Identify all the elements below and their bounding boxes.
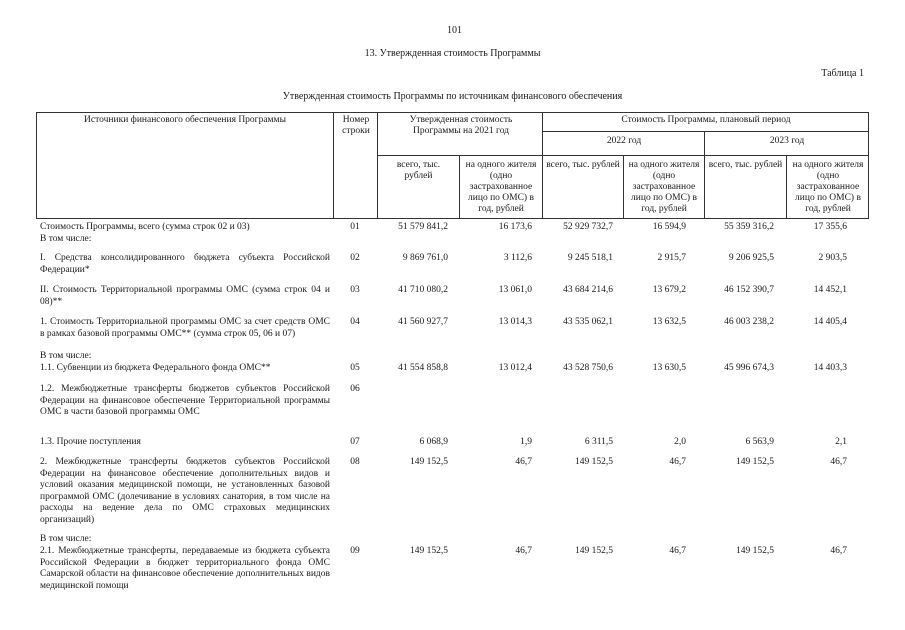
header-per-resident-2021: на одного жителя (одно застрахованное лицо по ОМС) в год, рублей: [465, 160, 537, 214]
row-number: 09: [350, 546, 360, 556]
row-total-2022: 149 152,5: [575, 546, 613, 556]
row-per-resident-2023: 14 403,3: [813, 363, 847, 373]
header-year-2023: 2023 год: [769, 136, 805, 146]
col-divider-2021: [459, 155, 460, 219]
page-number: 101: [447, 25, 462, 36]
col-divider-2023: [704, 131, 705, 219]
row-number: 06: [350, 384, 360, 394]
header-total-2021: всего, тыс. рублей: [396, 160, 441, 181]
row-description: В том числе:: [40, 234, 92, 244]
row-per-resident-2021: 46,7: [515, 546, 532, 556]
row-total-2022: 43 535 062,1: [563, 317, 613, 327]
row-total-2021: 41 560 927,7: [398, 317, 448, 327]
row-per-resident-2023: 14 452,1: [813, 285, 847, 295]
col-divider-source: [333, 112, 334, 219]
row-total-2022: 43 528 750,6: [563, 363, 613, 373]
col-divider-2023-inner: [786, 155, 787, 219]
row-description: 1. Стоимость Территориальной программы ОМС за счет средств ОМС в рамках базовой программы ОМС** (сумма строк 05, 06 и 07): [40, 317, 330, 339]
row-total-2023: 149 152,5: [736, 457, 774, 467]
row-total-2021: 149 152,5: [410, 546, 448, 556]
col-divider-number: [377, 112, 378, 219]
row-per-resident-2023: 2 903,5: [818, 253, 847, 263]
row-description: II. Стоимость Территориальной программы ОМС (сумма строк 04 и 08)**: [40, 285, 330, 307]
row-total-2022: 43 684 214,6: [563, 285, 613, 295]
row-total-2023: 6 563,9: [745, 437, 774, 447]
row-per-resident-2021: 13 061,0: [498, 285, 532, 295]
header-total-2023: всего, тыс. рублей: [708, 160, 783, 170]
header-row-number: Номер строки: [342, 115, 370, 136]
row-per-resident-2023: 2,1: [835, 437, 847, 447]
row-per-resident-2023: 46,7: [830, 546, 847, 556]
row-description: 2. Межбюджетные трансферты бюджетов субъектов Российской Федерации на финансовое обеспечение дополнительных видов и условий оказания медицинской помощи, не установленных базовой программой ОМС (долечивание в условиях санатория, в том числе на расходы на ведение дела по ОМС страховых медицинских организаций): [40, 457, 330, 525]
row-total-2023: 9 206 925,5: [728, 253, 774, 263]
row-per-resident-2021: 13 014,3: [498, 317, 532, 327]
row-per-resident-2022: 46,7: [669, 457, 686, 467]
row-total-2021: 6 068,9: [419, 437, 448, 447]
row-total-2021: 41 710 080,2: [398, 285, 448, 295]
row-description: 1.1. Субвенции из бюджета Федерального фонда ОМС**: [40, 363, 271, 373]
row-number: 02: [350, 253, 360, 263]
row-number: 05: [350, 363, 360, 373]
row-total-2021: 9 869 761,0: [402, 253, 448, 263]
row-total-2021: 41 554 858,8: [398, 363, 448, 373]
row-per-resident-2022: 13 679,2: [652, 285, 686, 295]
row-per-resident-2022: 13 630,5: [652, 363, 686, 373]
row-per-resident-2021: 16 173,6: [498, 222, 532, 232]
row-number: 03: [350, 285, 360, 295]
row-per-resident-2022: 46,7: [669, 546, 686, 556]
row-per-resident-2022: 2,0: [674, 437, 686, 447]
row-total-2023: 55 359 316,2: [724, 222, 774, 232]
row-total-2022: 149 152,5: [575, 457, 613, 467]
table-caption: Утвержденная стоимость Программы по источникам финансового обеспечения: [282, 91, 623, 102]
row-total-2023: 46 003 238,2: [724, 317, 774, 327]
planned-period-divider: [542, 131, 869, 132]
row-description: 2.1. Межбюджетные трансферты, передаваемые из бюджета субъекта Российской Федерации в бюджет территориального фонда ОМС Самарской области на финансовое обеспечение дополнительных видов медицинской помощи: [40, 546, 330, 591]
header-top-border: [36, 112, 869, 113]
row-total-2022: 6 311,5: [584, 437, 613, 447]
header-bottom-border: [36, 218, 869, 219]
col-divider-2022: [623, 155, 624, 219]
header-approved-2021: Утвержденная стоимость Программы на 2021 год: [409, 115, 513, 136]
row-total-2023: 46 152 390,7: [724, 285, 774, 295]
row-per-resident-2022: 2 915,7: [657, 253, 686, 263]
header-planned-period: Стоимость Программы, плановый период: [621, 115, 791, 125]
header-year-2022: 2022 год: [606, 136, 642, 146]
header-per-resident-2023: на одного жителя (одно застрахованное лицо по ОМС) в год, рублей: [792, 160, 864, 214]
header-left-border: [36, 112, 37, 219]
header-sources: Источники финансового обеспечения Программы: [84, 115, 286, 125]
row-total-2021: 51 579 841,2: [398, 222, 448, 232]
row-description: В том числе:: [40, 534, 92, 544]
header-total-2022: всего, тыс. рублей: [546, 160, 620, 170]
row-description: Стоимость Программы, всего (сумма строк 02 и 03): [40, 222, 250, 232]
row-description: I. Средства консолидированного бюджета субъекта Российской Федерации*: [40, 253, 330, 275]
row-per-resident-2021: 46,7: [515, 457, 532, 467]
row-per-resident-2021: 1,9: [520, 437, 532, 447]
row-total-2023: 149 152,5: [736, 546, 774, 556]
table-header: [36, 112, 869, 219]
row-description: В том числе:: [40, 351, 92, 361]
row-per-resident-2022: 13 632,5: [652, 317, 686, 327]
row-description: 1.3. Прочие поступления: [40, 437, 141, 447]
row-per-resident-2021: 3 112,6: [503, 253, 532, 263]
col-divider-2021-end: [542, 112, 543, 219]
header-per-resident-2022: на одного жителя (одно застрахованное лицо по ОМС) в год, рублей: [628, 160, 700, 214]
row-number: 08: [350, 457, 360, 467]
row-number: 04: [350, 317, 360, 327]
row-total-2022: 9 245 518,1: [567, 253, 613, 263]
row-description: 1.2. Межбюджетные трансферты бюджетов субъектов Российской Федерации на финансовое обеспечение Территориальной программы ОМС в части базовой программы ОМС: [40, 384, 330, 417]
row-total-2021: 149 152,5: [410, 457, 448, 467]
row-per-resident-2021: 13 012,4: [498, 363, 532, 373]
row-number: 07: [350, 437, 360, 447]
row-total-2022: 52 929 732,7: [563, 222, 613, 232]
row-total-2023: 45 996 674,3: [724, 363, 774, 373]
row-number: 01: [350, 222, 360, 232]
row-per-resident-2023: 46,7: [830, 457, 847, 467]
table-label: Таблица 1: [821, 68, 864, 79]
header-right-border: [868, 112, 869, 219]
section-title: 13. Утвержденная стоимость Программы: [364, 48, 541, 59]
row-per-resident-2023: 17 355,6: [813, 222, 847, 232]
row-per-resident-2022: 16 594,9: [652, 222, 686, 232]
row-per-resident-2023: 14 405,4: [813, 317, 847, 327]
